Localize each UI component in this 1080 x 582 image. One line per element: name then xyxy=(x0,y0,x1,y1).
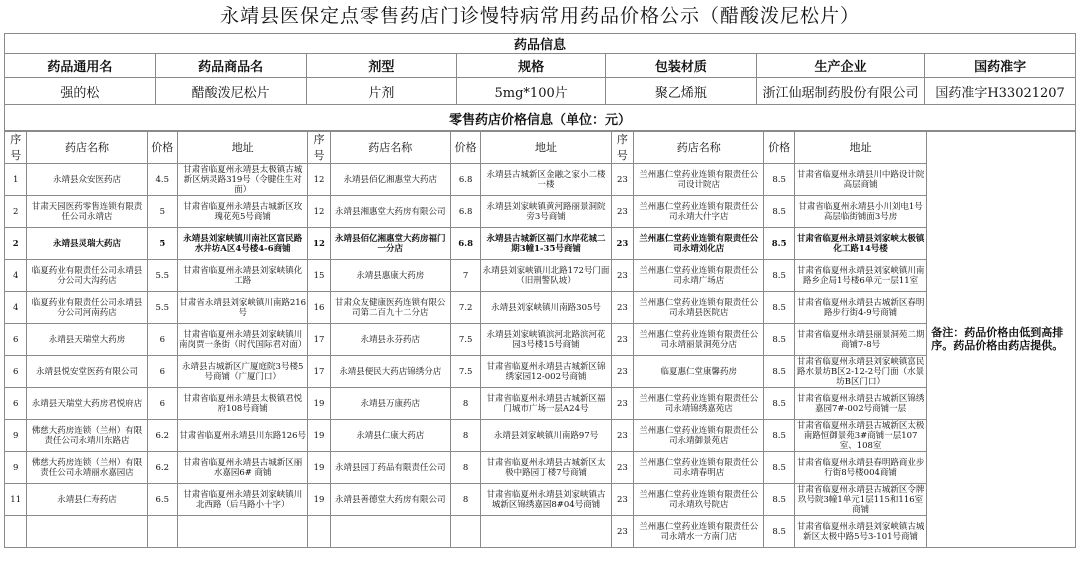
empty-cell xyxy=(450,516,481,548)
pharmacy-name: 甘肃天园医药零售连锁有限责任公司永靖店 xyxy=(27,196,147,228)
row-number: 23 xyxy=(611,196,633,228)
row-number: 6 xyxy=(5,388,27,420)
price-header-cell: 地址 xyxy=(794,131,926,164)
row-number: 23 xyxy=(611,228,633,260)
drug-value-cell: 强的松 xyxy=(5,78,156,105)
price-header-cell: 序号 xyxy=(5,131,27,164)
pharmacy-address: 甘肃省临夏州永靖县刘家峡镇川南岗贾一条街（时代国际君对面） xyxy=(178,324,308,356)
price-value: 8 xyxy=(450,484,481,516)
drug-header-cell: 规格 xyxy=(457,54,606,78)
pharmacy-name: 永靖县便民大药店锦绣分店 xyxy=(330,356,450,388)
empty-cell xyxy=(330,516,450,548)
pharmacy-name: 永靖县众安医药店 xyxy=(27,164,147,196)
price-value: 8.5 xyxy=(764,196,795,228)
drug-header-cell: 剂型 xyxy=(306,54,457,78)
price-value: 5.5 xyxy=(147,260,178,292)
empty-cell xyxy=(27,516,147,548)
row-number: 19 xyxy=(308,484,330,516)
pharmacy-address: 甘肃省临夏州永靖县川中路设计院高层商铺 xyxy=(794,164,926,196)
pharmacy-name: 兰州惠仁堂药业连锁有限责任公司永靖玖号院店 xyxy=(634,484,764,516)
price-value: 6.8 xyxy=(450,164,481,196)
pharmacy-name: 临夏药业有限责任公司永靖县分公司河南药店 xyxy=(27,292,147,324)
price-value: 5.5 xyxy=(147,292,178,324)
row-number: 1 xyxy=(5,164,27,196)
pharmacy-address: 甘肃省临夏州永靖县刘家峡镇古城新区太极中路5号3-101号商铺 xyxy=(794,516,926,548)
drug-value-cell: 国药准字H33021207 xyxy=(925,78,1076,105)
row-number: 19 xyxy=(308,388,330,420)
pharmacy-name: 临夏惠仁堂康馨药房 xyxy=(634,356,764,388)
row-number: 15 xyxy=(308,260,330,292)
pharmacy-name: 兰州惠仁堂药业连锁有限责任公司永靖大什字店 xyxy=(634,196,764,228)
price-value: 5 xyxy=(147,228,178,260)
price-value: 6.8 xyxy=(450,228,481,260)
pharmacy-address: 甘肃省临夏州永靖县古城新区丽水嘉园6# 商铺 xyxy=(178,452,308,484)
table-row xyxy=(5,196,1076,228)
pharmacy-address: 甘肃省临夏州永靖县古城新区锦绣家园12-002号商铺 xyxy=(481,356,611,388)
price-value: 8.5 xyxy=(764,260,795,292)
pharmacy-address: 甘肃省永靖县刘家峡镇川南路216号 xyxy=(178,292,308,324)
drug-header-cell: 药品商品名 xyxy=(155,54,306,78)
pharmacy-name: 永靖县善德堂大药房有限公司 xyxy=(330,484,450,516)
pharmacy-address: 甘肃省临夏州永靖县古城新区玫瑰花苑5号商铺 xyxy=(178,196,308,228)
row-number: 23 xyxy=(611,484,633,516)
price-value: 8.5 xyxy=(764,420,795,452)
row-number: 23 xyxy=(611,516,633,548)
drug-header-cell: 包装材质 xyxy=(605,54,756,78)
pharmacy-name: 兰州惠仁堂药业连锁有限责任公司永靖刘化店 xyxy=(634,228,764,260)
pharmacy-name: 兰州惠仁堂药业连锁有限责任公司永靖水一方南门店 xyxy=(634,516,764,548)
drug-info-table xyxy=(4,33,1076,132)
row-number: 12 xyxy=(308,164,330,196)
drug-value-cell: 聚乙烯瓶 xyxy=(605,78,756,105)
row-number: 23 xyxy=(611,356,633,388)
price-value: 8.5 xyxy=(764,164,795,196)
price-value: 6.5 xyxy=(147,484,178,516)
empty-cell xyxy=(5,516,27,548)
price-header-cell: 药店名称 xyxy=(634,131,764,164)
row-number: 17 xyxy=(308,356,330,388)
price-value: 4.5 xyxy=(147,164,178,196)
pharmacy-address: 甘肃省临夏州永靖县古城新区锦绣嘉园7#-002号商铺一层 xyxy=(794,388,926,420)
pharmacy-address: 甘肃省临夏州永靖县古城新区太极南路恒御景苑3#商铺一层107室、108室 xyxy=(794,420,926,452)
price-header-cell: 序号 xyxy=(308,131,330,164)
pharmacy-name: 兰州惠仁堂药业连锁有限责任公司永靖锦绣嘉苑店 xyxy=(634,388,764,420)
pharmacy-address: 甘肃省临夏州永靖县古城新区春明路步行街4-9号商铺 xyxy=(794,292,926,324)
price-value: 7.2 xyxy=(450,292,481,324)
pharmacy-name: 永靖县悦安堂医药有限公司 xyxy=(27,356,147,388)
table-row xyxy=(5,260,1076,292)
drug-value-cell: 浙江仙琚制药股份有限公司 xyxy=(756,78,924,105)
pharmacy-address: 永靖县古城新区金融之家小二楼一楼 xyxy=(481,164,611,196)
pharmacy-address: 甘肃省临夏州永靖县太极镇古城新区炳灵路319号（令腱住生对面） xyxy=(178,164,308,196)
price-header-cell: 价格 xyxy=(147,131,178,164)
table-row xyxy=(5,324,1076,356)
pharmacy-address: 永靖县刘家峡镇川南社区富民路水井坊A区4号楼4-6商铺 xyxy=(178,228,308,260)
pharmacy-name: 兰州惠仁堂药业连锁有限责任公司永靖丽景洞苑分店 xyxy=(634,324,764,356)
row-number: 23 xyxy=(611,324,633,356)
price-value: 6 xyxy=(147,356,178,388)
row-number: 6 xyxy=(5,356,27,388)
price-value: 6 xyxy=(147,388,178,420)
pharmacy-address: 永靖县古城新区广厦庭院3号楼5号商铺（广厦门口） xyxy=(178,356,308,388)
row-number: 23 xyxy=(611,164,633,196)
pharmacy-address: 甘肃省临夏州永靖县春明路商业步行街8号楼004商铺 xyxy=(794,452,926,484)
row-number: 4 xyxy=(5,292,27,324)
price-value: 8.5 xyxy=(764,292,795,324)
price-value: 8 xyxy=(450,452,481,484)
pharmacy-name: 永靖县天瑞堂大药房君悦府店 xyxy=(27,388,147,420)
price-value: 8.5 xyxy=(764,324,795,356)
row-number: 19 xyxy=(308,452,330,484)
price-header-cell: 药店名称 xyxy=(330,131,450,164)
price-value: 8.5 xyxy=(764,228,795,260)
drug-value-cell: 片剂 xyxy=(306,78,457,105)
pharmacy-address: 永靖县刘家峡镇川南路305号 xyxy=(481,292,611,324)
pharmacy-name: 兰州惠仁堂药业连锁有限责任公司永靖县医院店 xyxy=(634,292,764,324)
pharmacy-address: 甘肃省临夏州永靖县太极镇君悦府108号商铺 xyxy=(178,388,308,420)
table-row xyxy=(5,164,1076,196)
row-number: 9 xyxy=(5,420,27,452)
pharmacy-name: 永靖县天瑞堂大药房 xyxy=(27,324,147,356)
price-value: 5 xyxy=(147,196,178,228)
pharmacy-name: 永靖县园丁药品有限责任公司 xyxy=(330,452,450,484)
pharmacy-address: 永靖县古城新区福门水岸花城二期3幢1-35号商铺 xyxy=(481,228,611,260)
row-number: 12 xyxy=(308,196,330,228)
pharmacy-address: 甘肃省临夏州永靖县刘家峡镇古城新区锦绣嘉园8#04号商铺 xyxy=(481,484,611,516)
drug-header-cell: 药品通用名 xyxy=(5,54,156,78)
pharmacy-address: 永靖县刘家峡镇川北路172号门面（旧刑警队坡） xyxy=(481,260,611,292)
note-cell: 备注：药品价格由低到高排序。药品价格由药店提供。 xyxy=(927,131,1076,548)
price-value: 8 xyxy=(450,420,481,452)
price-value: 7.5 xyxy=(450,356,481,388)
pharmacy-name: 甘肃众友健康医药连锁有限公司第二百九十二分店 xyxy=(330,292,450,324)
drug-value-cell: 醋酸泼尼松片 xyxy=(155,78,306,105)
pharmacy-address: 永靖县刘家峡镇黄河路丽景洞院旁3号商铺 xyxy=(481,196,611,228)
row-number: 16 xyxy=(308,292,330,324)
row-number: 6 xyxy=(5,324,27,356)
price-value: 6.2 xyxy=(147,452,178,484)
row-number: 23 xyxy=(611,292,633,324)
empty-cell xyxy=(481,516,611,548)
pharmacy-name: 兰州惠仁堂药业连锁有限责任公司永靖春明店 xyxy=(634,452,764,484)
table-row xyxy=(5,516,1076,548)
price-value: 6 xyxy=(147,324,178,356)
pharmacy-name: 永靖县万康药店 xyxy=(330,388,450,420)
price-header-cell: 价格 xyxy=(450,131,481,164)
price-header-cell: 价格 xyxy=(764,131,795,164)
drug-value-cell: 5mg*100片 xyxy=(457,78,606,105)
table-row xyxy=(5,388,1076,420)
table-row xyxy=(5,484,1076,516)
pharmacy-address: 甘肃省临夏州永靖县刘家峡镇富民路水景坊B区2-12-2号门面（水景坊B区门口） xyxy=(794,356,926,388)
pharmacy-name: 永靖县灵瑞大药店 xyxy=(27,228,147,260)
price-section-header: 零售药店价格信息（单位：元） xyxy=(5,105,1076,132)
pharmacy-name: 永靖县惠康大药房 xyxy=(330,260,450,292)
table-row xyxy=(5,292,1076,324)
pharmacy-address: 甘肃省临夏州永靖县川东路126号 xyxy=(178,420,308,452)
pharmacy-name: 临夏药业有限责任公司永靖县分公司大沟药店 xyxy=(27,260,147,292)
pharmacy-name: 永靖县佰亿湘惠堂大药房福门一分店 xyxy=(330,228,450,260)
empty-cell xyxy=(147,516,178,548)
pharmacy-name: 兰州惠仁堂药业连锁有限责任公司永靖御景苑店 xyxy=(634,420,764,452)
page-title: 永靖县医保定点零售药店门诊慢特病常用药品价格公示（醋酸泼尼松片） xyxy=(219,5,860,27)
price-value: 8.5 xyxy=(764,452,795,484)
pharmacy-address: 甘肃省临夏州永靖县刘家峡镇川南路乡企局1号楼6单元一层11室 xyxy=(794,260,926,292)
pharmacy-address: 甘肃省临夏州永靖县小川刘电1号高层临街铺面3号房 xyxy=(794,196,926,228)
pharmacy-name: 永靖县仁康大药店 xyxy=(330,420,450,452)
price-header-cell: 地址 xyxy=(481,131,611,164)
pharmacy-name: 永靖县佰亿湘惠堂大药店 xyxy=(330,164,450,196)
row-number: 23 xyxy=(611,420,633,452)
row-number: 9 xyxy=(5,452,27,484)
pharmacy-address: 永靖县刘家峡镇滨河北路滨河花园3号楼15号商铺 xyxy=(481,324,611,356)
pharmacy-name: 永靖县湘惠堂大药房有限公司 xyxy=(330,196,450,228)
row-number: 12 xyxy=(308,228,330,260)
table-row xyxy=(5,452,1076,484)
row-number: 4 xyxy=(5,260,27,292)
pharmacy-name: 永靖县永芬药店 xyxy=(330,324,450,356)
row-number: 23 xyxy=(611,452,633,484)
price-header-cell: 地址 xyxy=(178,131,308,164)
row-number: 23 xyxy=(611,388,633,420)
row-number: 11 xyxy=(5,484,27,516)
price-value: 8.5 xyxy=(764,516,795,548)
pharmacy-name: 永靖县仁寿药店 xyxy=(27,484,147,516)
price-value: 6.2 xyxy=(147,420,178,452)
pharmacy-address: 甘肃省临夏州永靖县刘家峡太极镇化工路14号楼 xyxy=(794,228,926,260)
price-value: 8.5 xyxy=(764,388,795,420)
pharmacy-price-table xyxy=(4,130,1076,548)
pharmacy-address: 甘肃省临夏州永靖县古城新区福门城市广场一层A24号 xyxy=(481,388,611,420)
row-number: 17 xyxy=(308,324,330,356)
price-value: 7.5 xyxy=(450,324,481,356)
pharmacy-address: 永靖县刘家峡镇川南路97号 xyxy=(481,420,611,452)
pharmacy-address: 甘肃省临夏州永靖县刘家峡镇川北西路（后马路小十字） xyxy=(178,484,308,516)
pharmacy-name: 佛慈大药房连锁（兰州）有限责任公司永靖川东路店 xyxy=(27,420,147,452)
price-value: 8.5 xyxy=(764,484,795,516)
price-value: 8 xyxy=(450,388,481,420)
pharmacy-address: 甘肃省临夏州永靖县丽景洞苑二期商铺7-8号 xyxy=(794,324,926,356)
pharmacy-address: 甘肃省临夏州永靖县古城新区太极中路园丁楼7号商铺 xyxy=(481,452,611,484)
row-number: 19 xyxy=(308,420,330,452)
price-value: 7 xyxy=(450,260,481,292)
price-header-cell: 药店名称 xyxy=(27,131,147,164)
pharmacy-name: 佛慈大药房连锁（兰州）有限责任公司永靖丽水嘉园店 xyxy=(27,452,147,484)
row-number: 2 xyxy=(5,196,27,228)
pharmacy-name: 兰州惠仁堂药业连锁有限责任公司永靖广场店 xyxy=(634,260,764,292)
drug-header-cell: 国药准字 xyxy=(925,54,1076,78)
table-row xyxy=(5,356,1076,388)
price-value: 8.5 xyxy=(764,356,795,388)
price-value: 6.8 xyxy=(450,196,481,228)
drug-section-header: 药品信息 xyxy=(5,34,1076,54)
row-number: 23 xyxy=(611,260,633,292)
pharmacy-address: 甘肃省临夏州永靖县刘家峡镇化工路 xyxy=(178,260,308,292)
row-number: 2 xyxy=(5,228,27,260)
empty-cell xyxy=(308,516,330,548)
price-header-cell: 序号 xyxy=(611,131,633,164)
pharmacy-address: 甘肃省临夏州永靖县古城新区令牌玖号院3幢1单元1层115和116室商铺 xyxy=(794,484,926,516)
table-row xyxy=(5,420,1076,452)
drug-header-cell: 生产企业 xyxy=(756,54,924,78)
pharmacy-name: 兰州惠仁堂药业连锁有限责任公司设计院店 xyxy=(634,164,764,196)
table-row xyxy=(5,228,1076,260)
empty-cell xyxy=(178,516,308,548)
